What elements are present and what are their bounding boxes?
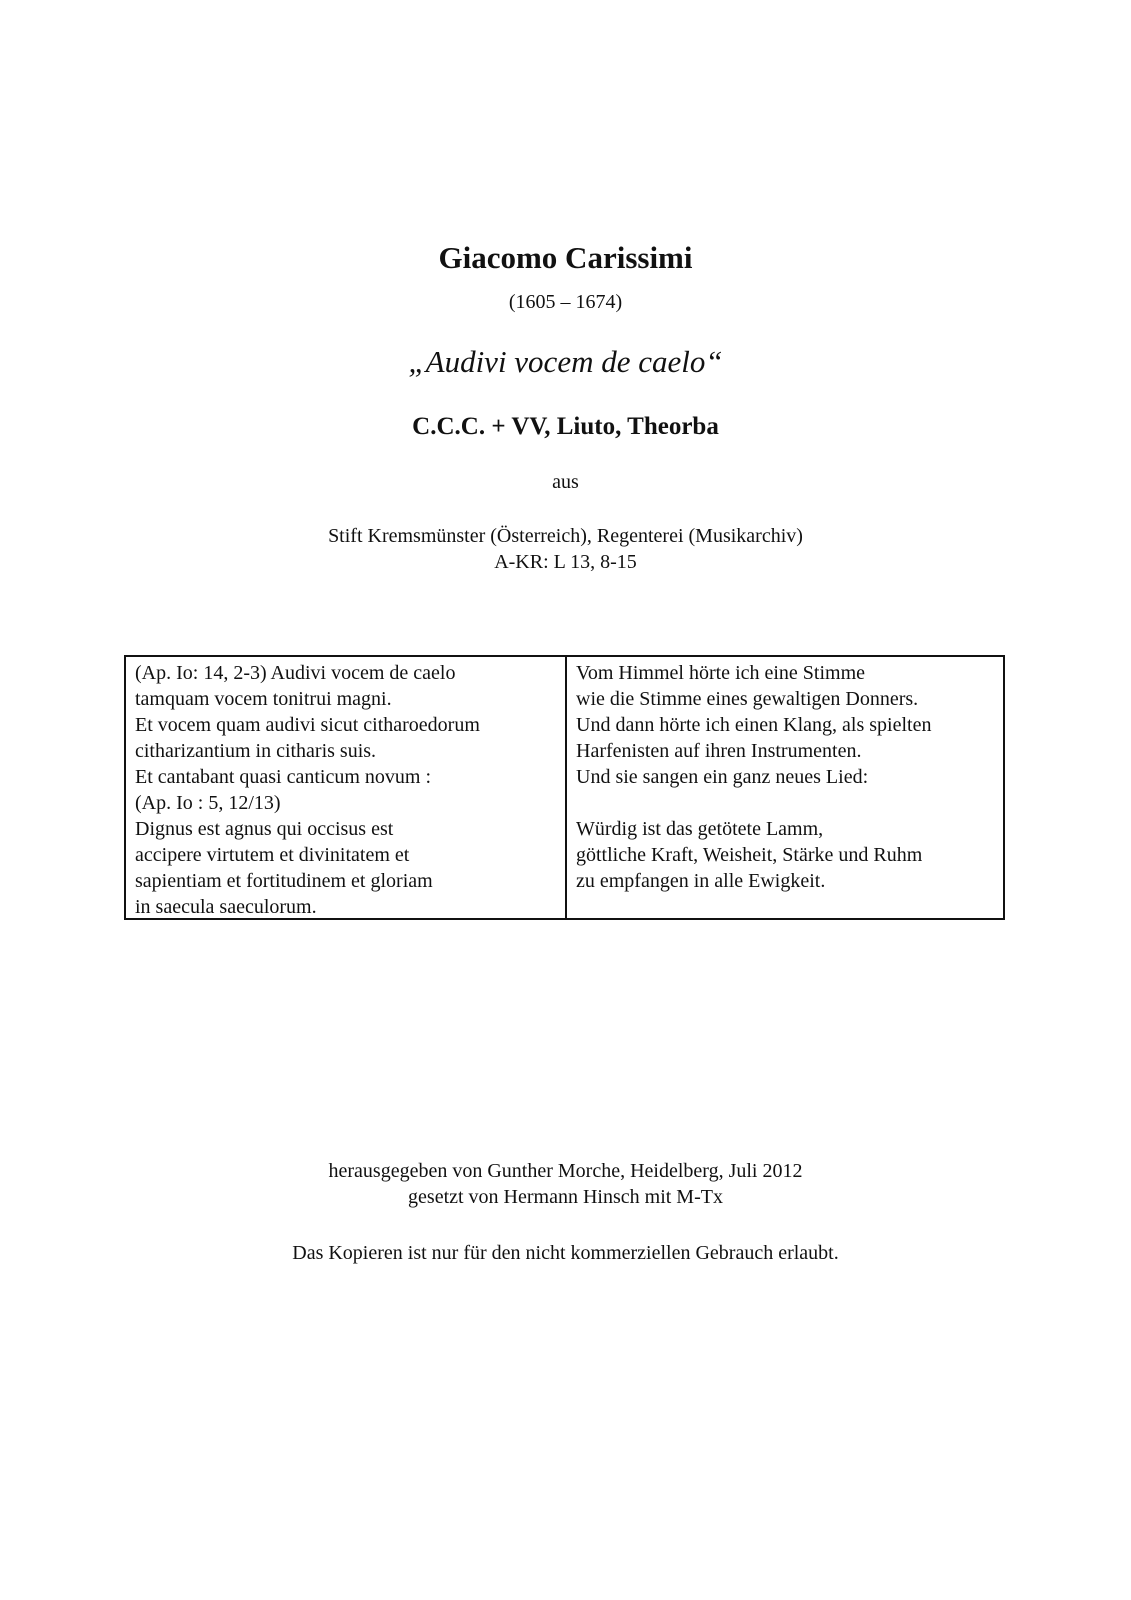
german-line: Vom Himmel hörte ich eine Stimme (576, 662, 866, 684)
text-translation-table (124, 655, 1005, 920)
typeset-line: gesetzt von Hermann Hinsch mit M-Tx (408, 1186, 723, 1208)
scoring: C.C.C. + VV, Liuto, Theorba (412, 413, 719, 440)
source-library: Stift Kremsmünster (Österreich), Regenterei (Musikarchiv) (328, 525, 803, 547)
latin-line: Et vocem quam audivi sicut citharoedorum (135, 714, 480, 736)
latin-line: (Ap. Io : 5, 12/13) (135, 792, 281, 814)
copyright-notice: Das Kopieren ist nur für den nicht kommerziellen Gebrauch erlaubt. (292, 1242, 839, 1264)
german-line: zu empfangen in alle Ewigkeit. (576, 870, 826, 892)
from-word: aus (552, 471, 579, 493)
latin-line: accipere virtutem et divinitatem et (135, 844, 410, 866)
german-line: Harfenisten auf ihren Instrumenten. (576, 740, 862, 762)
latin-line: (Ap. Io: 14, 2-3) Audivi vocem de caelo (135, 662, 456, 684)
editor-line: herausgegeben von Gunther Morche, Heidelberg, Juli 2012 (328, 1160, 803, 1182)
composer-name: Giacomo Carissimi (438, 240, 693, 275)
source-shelfmark: A-KR: L 13, 8-15 (494, 551, 637, 573)
latin-line: sapientiam et fortitudinem et gloriam (135, 870, 433, 892)
source-info (0, 523, 1131, 575)
latin-line: citharizantium in citharis suis. (135, 740, 377, 762)
work-title: „Audivi vocem de caelo“ (408, 344, 723, 379)
german-translation-column (567, 657, 1003, 918)
german-line: göttliche Kraft, Weisheit, Stärke und Ruhm (576, 844, 923, 866)
german-line: wie die Stimme eines gewaltigen Donners. (576, 688, 919, 710)
latin-line: tamquam vocem tonitrui magni. (135, 688, 392, 710)
german-line (576, 790, 1003, 816)
german-line: Und dann hörte ich einen Klang, als spielten (576, 714, 932, 736)
latin-line: Dignus est agnus qui occisus est (135, 818, 394, 840)
latin-line: in saecula saeculorum. (135, 896, 317, 918)
german-line: Würdig ist das getötete Lamm, (576, 818, 824, 840)
latin-line: Et cantabant quasi canticum novum : (135, 766, 432, 788)
german-line: Und sie sangen ein ganz neues Lied: (576, 766, 869, 788)
edition-credits (0, 1158, 1131, 1210)
latin-text-column (126, 657, 567, 918)
composer-dates: (1605 – 1674) (508, 291, 623, 313)
